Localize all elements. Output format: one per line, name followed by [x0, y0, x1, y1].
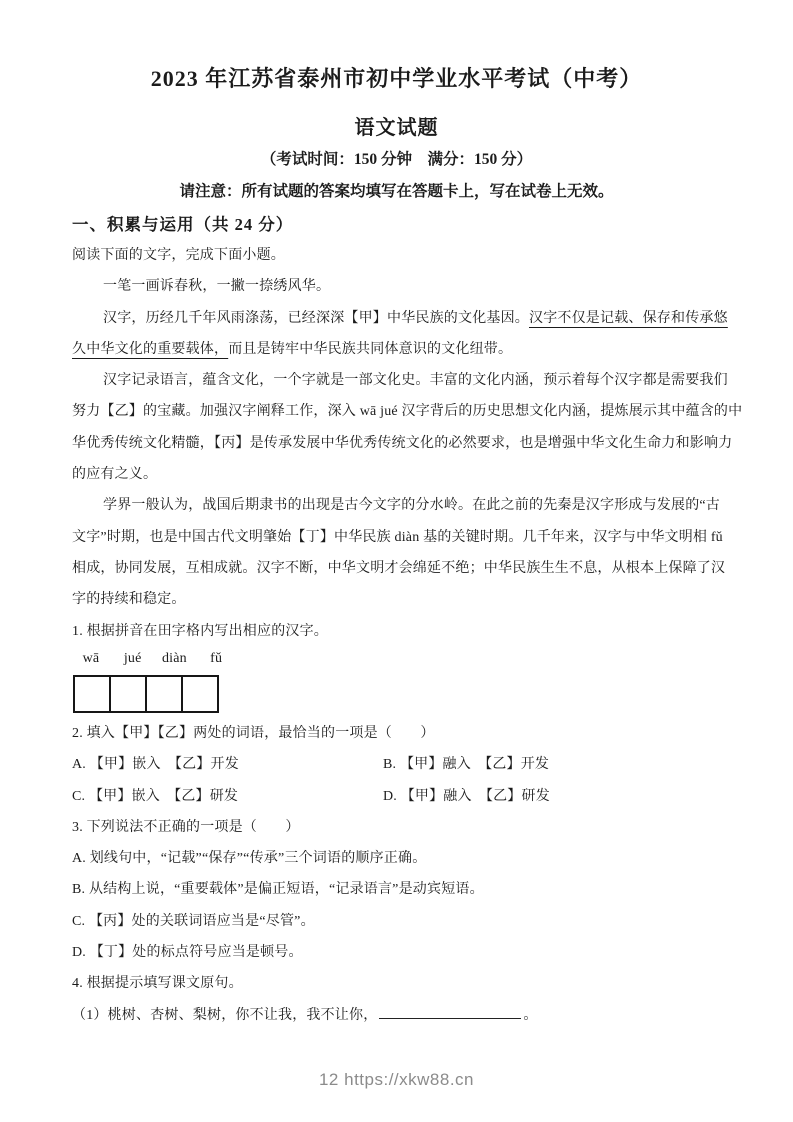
passage-p4-line2: 文字”时期，也是中国古代文明肇始【丁】中华民族 diàn 基的关键时期。几千年来，汉字与中华文明相 fǔ — [72, 529, 723, 545]
character-answer-grid — [73, 675, 219, 713]
page-footer — [0, 1070, 793, 1090]
question-3-option-b: B. 从结构上说，“重要载体”是偏正短语，“记录语言”是动宾短语。 — [72, 882, 484, 898]
option-c: C. 【甲】嵌入 【乙】研发 — [72, 788, 239, 804]
fill-in-blank-line — [379, 1015, 521, 1019]
passage-p3-line3: 华优秀传统文化精髓，【丙】是传承发展中华优秀传统文化的必然要求，也是增强中华文化生命力和影响力 — [72, 435, 733, 451]
answer-box — [181, 675, 219, 713]
answer-box — [145, 675, 183, 713]
question-3-option-d: D. 【丁】处的标点符号应当是顿号。 — [72, 945, 303, 961]
exam-time-score-info: （考试时间：150 分钟 满分：150 分） — [260, 151, 533, 168]
answer-box — [73, 675, 111, 713]
question-4-item-1 — [72, 1004, 727, 1035]
question-2-options-row2 — [72, 785, 727, 816]
passage-p2-line1 — [72, 307, 727, 338]
passage-p3-line1: 汉字记录语言，蕴含文化，一个字就是一部文化史。丰富的文化内涵，预示着每个汉字都是需要我们 — [103, 373, 728, 389]
pinyin-label: wā — [82, 650, 100, 666]
passage-p3-line4: 的应有之义。 — [72, 467, 158, 483]
exam-title: 2023 年江苏省泰州市初中学业水平考试（中考） — [150, 66, 643, 91]
source-url: https://xkw88.cn — [344, 1070, 475, 1089]
question-3-option-c: C. 【丙】处的关联词语应当是“尽管”。 — [72, 913, 315, 929]
section-1-heading: 一、积累与运用（共 24 分） — [72, 215, 294, 234]
passage-p4-line4: 字的持续和稳定。 — [72, 592, 186, 608]
question-2-stem: 2. 填入【甲】【乙】两处的词语，最恰当的一项是（ ） — [72, 726, 435, 741]
underlined-sentence-part1: 汉字不仅是记载、保存和传承悠 — [529, 310, 728, 326]
passage-p4-line3: 相成，协同发展，互相成就。汉字不断，中华文明才会绵延不绝；中华民族生生不息，从根本上保障了汉 — [72, 560, 726, 576]
pinyin-label: fǔ — [210, 650, 223, 666]
passage-text: 汉字，历经几千年风雨涤荡，已经深深【甲】中华民族的文化基因。 — [103, 310, 529, 326]
fill-in-suffix: 。 — [523, 1007, 538, 1023]
passage-p4-line1: 学界一般认为，战国后期隶书的出现是古今文字的分水岭。在此之前的先秦是汉字形成与发展的“古 — [103, 498, 721, 514]
exam-subtitle: 语文试题 — [354, 117, 439, 139]
option-b: B. 【甲】融入 【乙】开发 — [383, 757, 550, 773]
page-number: 12 — [318, 1070, 339, 1089]
pinyin-label: diàn — [161, 650, 187, 666]
option-d: D. 【甲】融入 【乙】研发 — [383, 788, 550, 804]
questions-block — [72, 722, 727, 1035]
question-3-option-a: A. 划线句中，“记载”“保存”“传承”三个词语的顺序正确。 — [72, 851, 427, 867]
passage-text: 而且是铸牢中华民族共同体意识的文化纽带。 — [228, 341, 513, 357]
fill-in-prompt: （1）桃树、杏树、梨树，你不让我，我不让你， — [72, 1007, 378, 1023]
passage-intro: 阅读下面的文字，完成下面小题。 — [72, 248, 285, 263]
pinyin-label: jué — [123, 650, 142, 666]
question-3-stem: 3. 下列说法不正确的一项是（ ） — [72, 819, 300, 835]
passage-p1: 一笔一画诉春秋，一撇一捺绣风华。 — [103, 279, 331, 295]
question-1-stem: 1. 根据拼音在田字格内写出相应的汉字。 — [72, 623, 328, 639]
passage-p3-line2: 努力【乙】的宝藏。加强汉字阐释工作，深入 wā jué 汉字背后的历史思想文化内涵，提炼展示其中蕴含的中 — [72, 404, 743, 420]
answer-box — [109, 675, 147, 713]
question-4-stem: 4. 根据提示填写课文原句。 — [72, 976, 243, 992]
reading-passage — [72, 244, 743, 682]
answer-sheet-notice: 请注意：所有试题的答案均填写在答题卡上，写在试卷上无效。 — [179, 183, 614, 200]
question-2-options-row1 — [72, 753, 727, 784]
underlined-sentence-part2: 久中华文化的重要载体， — [72, 341, 229, 357]
passage-p2-line2 — [72, 338, 727, 369]
option-a: A. 【甲】嵌入 【乙】开发 — [72, 757, 239, 773]
